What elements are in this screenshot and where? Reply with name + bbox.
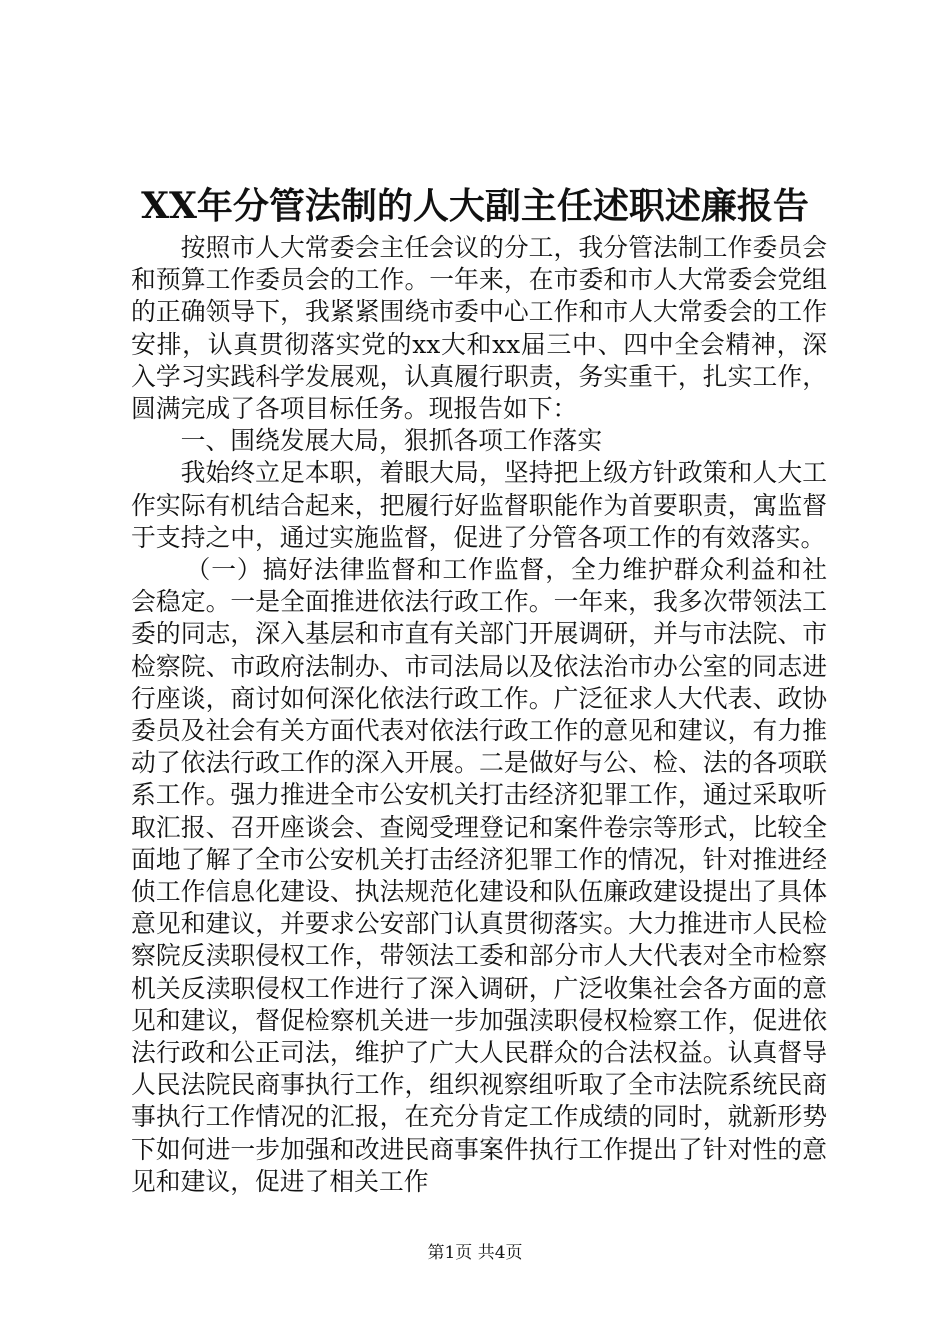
subsection-paragraph: （一）搞好法律监督和工作监督，全力维护群众利益和社会稳定。一是全面推进依法行政工作。一年来，我多次带领法工委的同志，深入基层和市直有关部门开展调研，并与市法院、市检察院、市政府法制办、市司法局以及依法治市办公室的同志进行座谈，商讨如何深化依法行政工作。广泛征求人大代表、政协委员及社会有关方面代表对依法行政工作的意见和建议，有力推动了依法行政工作的深入开展。二是做好与公、检、法的各项联系工作。强力推进全市公安机关打击经济犯罪工作，通过采取听取汇报、召开座谈会、查阅受理登记和案件卷宗等形式，比较全面地了解了全市公安机关打击经济犯罪工作的情况，针对推进经侦工作信息化建设、执法规范化建设和队伍廉政建设提出了具体意见和建议，并要求公安部门认真贯彻落实。大力推进市人民检察院反渎职侵权工作，带领法工委和部分市人大代表对全市检察机关反渎职侵权工作进行了深入调研，广泛收集社会各方面的意见和建议，督促检察机关进一步加强渎职侵权检察工作，促进依法行政和公正司法，维护了广大人民群众的合法权益。认真督导人民法院民商事执行工作，组织视察组听取了全市法院系统民商事执行工作情况的汇报，在充分肯定工作成绩的同时，就新形势下如何进一步加强和改进民商事案件执行工作提出了针对性的意见和建议，促进了相关工作 (131, 555, 827, 1196)
document-title: XX年分管法制的人大副主任述职述廉报告 (141, 185, 809, 227)
section-paragraph: 我始终立足本职，着眼大局，坚持把上级方针政策和人大工作实际有机结合起来，把履行好监督职能作为首要职责，寓监督于支持之中，通过实施监督，促进了分管各项工作的有效落实。 (131, 458, 827, 552)
document-body (131, 232, 827, 1198)
section-heading: 一、围绕发展大局，狠抓各项工作落实 (180, 426, 603, 456)
page-footer: 第1页 共4页 (427, 1243, 523, 1263)
intro-paragraph: 按照市人大常委会主任会议的分工，我分管法制工作委员会和预算工作委员会的工作。一年来，在市委和市人大常委会党组的正确领导下，我紧紧围绕市委中心工作和市人大常委会的工作安排，认真贯彻落实党的xx大和xx届三中、四中全会精神，深入学习实践科学发展观，认真履行职责，务实重干，扎实工作，圆满完成了各项目标任务。现报告如下： (131, 233, 827, 424)
